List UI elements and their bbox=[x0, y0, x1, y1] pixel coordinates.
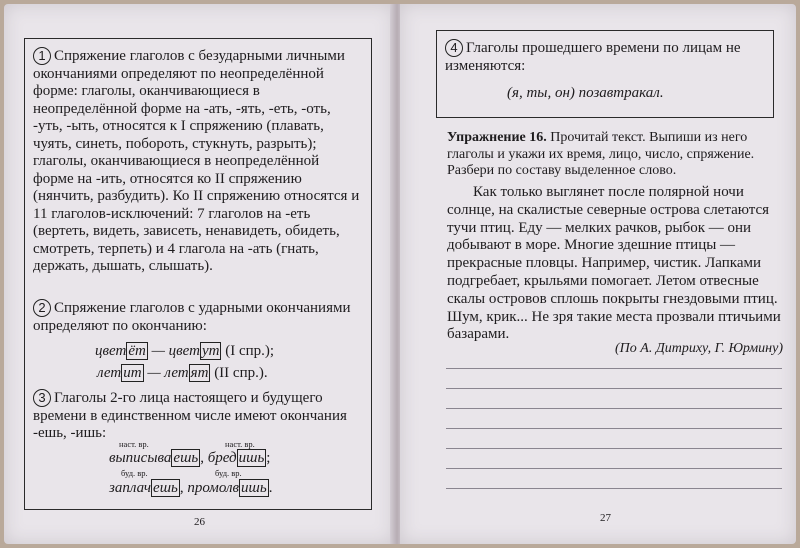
rule-3-text: Глаголы 2-го лица настоящего и будущего времени в единственном числе имеют окончания -ешь, -ишь: bbox=[33, 390, 347, 441]
answer-line bbox=[446, 368, 782, 369]
example-ending: ёт bbox=[128, 343, 146, 359]
example-separator: , bbox=[200, 450, 208, 466]
rule-1-text: Спряжение глаголов с безударными личными окончаниями определяют по неопределённой форме: глаголы, оканчивающиеся в неопределённой форме на -ать, -ять, -еть, -оть, -уть, -ыть, относятся к I спряжению (плавать, чуять, синеть, побороть, стукнуть, разрыть); глаголы, оканчивающиеся в неопределённой форме на -ить, относятся ко II спряжению (нянчить, разбудить). Ко II спряжению относятся и 11 глаголов-исключений: 7 глаголов на -еть (вертеть, видеть, зависеть, ненавидеть, обидеть, смотреть, терпеть) и 4 глагола на -ать (гнать, держать, дышать, слышать). bbox=[33, 48, 360, 274]
label-present-b: наст. вр. bbox=[225, 439, 255, 449]
example-ending: ит bbox=[123, 365, 142, 381]
left-page bbox=[4, 4, 394, 544]
exercise-title: Упражнение 16. bbox=[447, 130, 547, 145]
exercise-task bbox=[447, 130, 783, 180]
page-number-right: 27 bbox=[600, 512, 611, 524]
answer-line bbox=[446, 488, 782, 489]
example-dash: — bbox=[147, 343, 169, 359]
example-ending: ят bbox=[190, 365, 209, 381]
example-ending: ешь bbox=[173, 450, 199, 466]
label-future-b: буд. вр. bbox=[215, 468, 242, 478]
rule-3-example-present bbox=[109, 450, 270, 467]
rule-1 bbox=[33, 47, 363, 276]
answer-line bbox=[446, 468, 782, 469]
example-stem: промолв bbox=[187, 480, 240, 496]
exercise-task-text: Прочитай текст. Выпиши из него глаголы и укажи их время, лицо, число, спряжение. Разбери по составу выделенное слово. bbox=[447, 130, 755, 178]
example-stem: цвет bbox=[168, 343, 200, 359]
page-number-left: 26 bbox=[194, 516, 205, 528]
rule-4-example: (я, ты, он) позавтракал. bbox=[507, 85, 664, 101]
rule-4-box bbox=[436, 30, 774, 118]
example-separator: . bbox=[268, 480, 273, 496]
label-future-a: буд. вр. bbox=[121, 468, 148, 478]
answer-line bbox=[446, 388, 782, 389]
right-page bbox=[400, 4, 796, 544]
rule-number-3: 3 bbox=[33, 389, 51, 407]
answer-line bbox=[446, 408, 782, 409]
example-stem: лет bbox=[97, 365, 122, 381]
rule-number-1: 1 bbox=[33, 47, 51, 65]
rule-3-example-future bbox=[109, 480, 272, 497]
example-separator: ; bbox=[266, 450, 271, 466]
rules-box bbox=[24, 38, 372, 510]
example-stem: цвет bbox=[95, 343, 127, 359]
rule-4-text: Глаголы прошедшего времени по лицам не изменяются: bbox=[445, 40, 741, 74]
example-stem: бред bbox=[207, 450, 237, 466]
example-ending: ишь bbox=[238, 450, 265, 466]
rule-number-2: 2 bbox=[33, 299, 51, 317]
exercise-text: Как только выглянет после полярной ночи солнце, на скалистые северные острова слетаются тучи птиц. Еду — мелких рачков, рыбок — они добывают в море. Многие здешние птицы — прекрасные пловцы. Например, чистик. Лапками подгребает, крыльями помогает. Летом отвесные скалы островов сплошь покрыты гнездовыми птиц. Шум, крик... Не зря такие места прозвали птичьими базарами. bbox=[447, 184, 781, 343]
example-separator: , bbox=[179, 480, 188, 496]
example-dash: — bbox=[143, 365, 165, 381]
example-tag: (I спр.); bbox=[221, 343, 275, 359]
example-ending: ишь bbox=[241, 480, 267, 496]
rule-3 bbox=[33, 389, 363, 443]
example-stem: заплач bbox=[109, 480, 152, 496]
rule-2-text: Спряжение глаголов с ударными окончаниями определяют по окончанию: bbox=[33, 300, 351, 334]
label-present-a: наст. вр. bbox=[119, 439, 149, 449]
answer-line bbox=[446, 448, 782, 449]
example-ending: ут bbox=[201, 343, 220, 359]
example-ending: ешь bbox=[153, 480, 178, 496]
example-stem: лет bbox=[164, 365, 189, 381]
example-stem: выписыва bbox=[109, 450, 172, 466]
answer-line bbox=[446, 428, 782, 429]
rule-number-4: 4 bbox=[445, 39, 463, 57]
example-tag: (II спр.). bbox=[210, 365, 268, 381]
exercise-source: (По А. Дитриху, Г. Юрмину) bbox=[615, 341, 783, 356]
rule-4 bbox=[445, 39, 767, 75]
rule-2-example-1 bbox=[95, 343, 274, 360]
rule-2-example-2 bbox=[97, 365, 268, 382]
rule-2 bbox=[33, 299, 363, 335]
